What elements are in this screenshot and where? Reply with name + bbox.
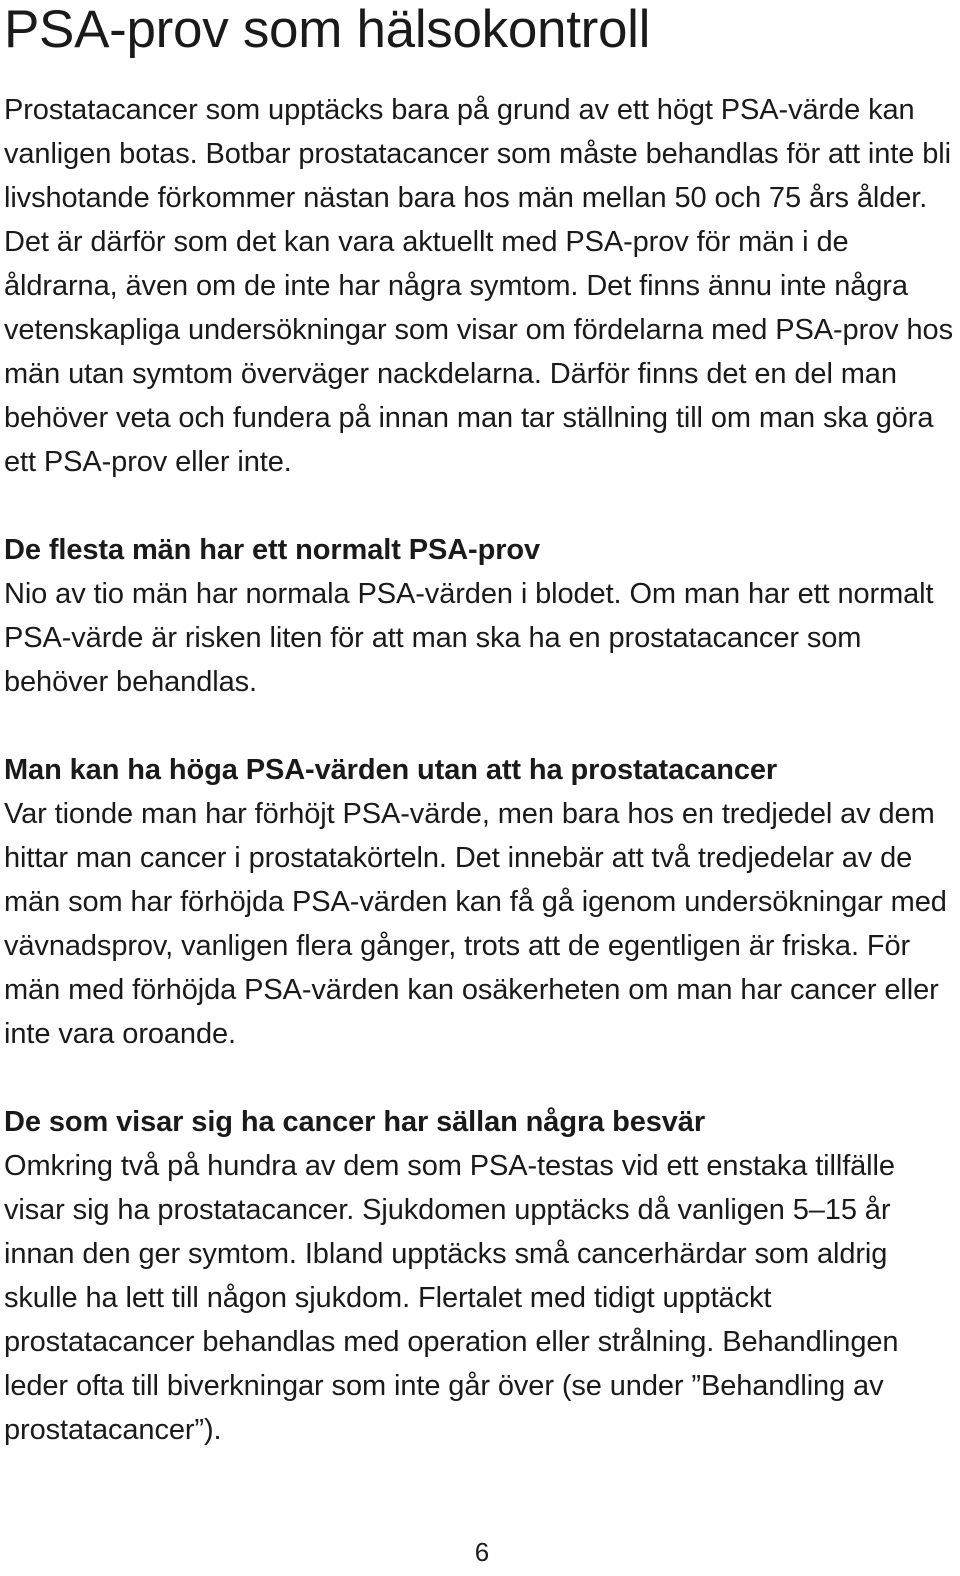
- document-page: [4, 0, 956, 1452]
- page-number: 6: [474, 1537, 490, 1567]
- section-cancer-rarely-symptoms: [4, 1100, 956, 1452]
- section-body: Omkring två på hundra av dem som PSA-testas vid ett enstaka tillfälle visar sig ha prostatacancer. Sjukdomen upptäcks då vanligen 5–15 år innan den ger symtom. Ibland upptäcks små cancerhärdar som aldrig skulle ha lett till någon sjukdom. Flertalet med tidigt upptäckt prostatacancer behandlas med operation eller strålning. Behandlingen leder ofta till biverkningar som inte går över (se under ”Behandling av prostatacancer”).: [4, 1150, 899, 1446]
- page-title: PSA-prov som hälsokontroll: [4, 0, 651, 59]
- section-heading: Man kan ha höga PSA-värden utan att ha prostatacancer: [4, 754, 778, 786]
- section-body: Nio av tio män har normala PSA-värden i blodet. Om man har ett normalt PSA-värde är risken liten för att man ska ha en prostatacancer som behöver behandlas.: [4, 578, 934, 698]
- section-body: Var tionde man har förhöjt PSA-värde, men bara hos en tredjedel av dem hittar man cancer i prostatakörteln. Det innebär att två tredjedelar av de män som har förhöjda PSA-värden kan få gå igenom undersökningar med vävnadsprov, vanligen flera gånger, trots att de egentligen är friska. För män med förhöjda PSA-värden kan osäkerheten om man har cancer eller inte vara oroande.: [4, 798, 947, 1050]
- section-high-psa-without-cancer: [4, 748, 956, 1056]
- section-heading: De som visar sig ha cancer har sällan några besvär: [4, 1106, 706, 1138]
- intro-paragraph: Prostatacancer som upptäcks bara på grund av ett högt PSA-värde kan vanligen botas. Botbar prostatacancer som måste behandlas för att inte bli livshotande förkommer nästan bara hos män mellan 50 och 75 års ålder. Det är därför som det kan vara aktuellt med PSA-prov för män i de åldrarna, även om de inte har några symtom. Det finns ännu inte några vetenskapliga undersökningar som visar om fördelarna med PSA-prov hos män utan symtom överväger nackdelarna. Därför finns det en del man behöver veta och fundera på innan man tar ställning till om man ska göra ett PSA-prov eller inte.: [4, 94, 953, 478]
- section-normal-psa: [4, 528, 956, 704]
- section-heading: De flesta män har ett normalt PSA-prov: [4, 534, 541, 566]
